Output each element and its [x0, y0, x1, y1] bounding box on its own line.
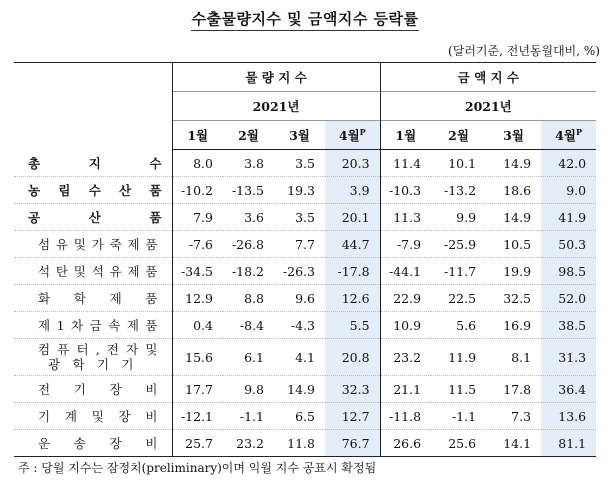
- cell: 44.7: [325, 231, 380, 258]
- unit-note: (달러기준, 전년동월대비, %): [448, 44, 600, 58]
- cell: 8.8: [223, 285, 274, 312]
- cell: -44.1: [380, 258, 431, 285]
- table-row: [14, 376, 596, 403]
- cell: 17.7: [172, 376, 223, 403]
- cell: 15.6: [172, 339, 223, 376]
- index-table: [14, 62, 596, 457]
- table-row: [14, 204, 596, 231]
- cell: 3.6: [223, 204, 274, 231]
- header-month-preliminary: 4월$^P$: [541, 121, 596, 150]
- cell: 12.6: [325, 285, 380, 312]
- cell: 5.6: [431, 312, 486, 339]
- row-label: 기 계 및 장 비: [14, 403, 172, 430]
- cell: 14.9: [486, 204, 541, 231]
- cell: 17.8: [486, 376, 541, 403]
- header-value: 금 액 지 수: [380, 63, 596, 92]
- table-row: [14, 231, 596, 258]
- cell: 9.9: [431, 204, 486, 231]
- table-row: [14, 150, 596, 177]
- cell: 81.1: [541, 430, 596, 457]
- header-year-volume: 2021년: [172, 92, 380, 121]
- page-title: 수출물량지수 및 금액지수 등락률: [0, 8, 610, 29]
- cell: -34.5: [172, 258, 223, 285]
- cell: -10.2: [172, 177, 223, 204]
- cell: -7.9: [380, 231, 431, 258]
- header-month: 2월: [431, 121, 486, 150]
- cell: 38.5: [541, 312, 596, 339]
- cell: 3.5: [274, 150, 325, 177]
- cell: 21.1: [380, 376, 431, 403]
- cell: 36.4: [541, 376, 596, 403]
- row-label: 농 림 수 산 품: [14, 177, 172, 204]
- cell: 19.9: [486, 258, 541, 285]
- cell: 0.4: [172, 312, 223, 339]
- header-month: 1월: [380, 121, 431, 150]
- cell: 50.3: [541, 231, 596, 258]
- cell: 23.2: [380, 339, 431, 376]
- cell: 11.4: [380, 150, 431, 177]
- row-label: 석 탄 및 석 유 제 품: [14, 258, 172, 285]
- cell: -25.9: [431, 231, 486, 258]
- table-row: [14, 177, 596, 204]
- cell: 7.7: [274, 231, 325, 258]
- cell: 9.6: [274, 285, 325, 312]
- cell: 25.7: [172, 430, 223, 457]
- cell: 14.9: [486, 150, 541, 177]
- row-label: 운 송 장 비: [14, 430, 172, 457]
- cell: 5.5: [325, 312, 380, 339]
- cell: -26.8: [223, 231, 274, 258]
- row-label-two-line: [14, 339, 172, 376]
- cell: 14.1: [486, 430, 541, 457]
- cell: -8.4: [223, 312, 274, 339]
- row-label: 컴 퓨 터 , 전 자 및: [38, 342, 158, 357]
- cell: -12.1: [172, 403, 223, 430]
- row-label: 섬 유 및 가 죽 제 품: [14, 231, 172, 258]
- cell: 23.2: [223, 430, 274, 457]
- cell: 20.1: [325, 204, 380, 231]
- cell: -1.1: [431, 403, 486, 430]
- table-row: [14, 312, 596, 339]
- cell: -10.3: [380, 177, 431, 204]
- table-row: [14, 258, 596, 285]
- header-volume: 물 량 지 수: [172, 63, 380, 92]
- cell: -11.7: [431, 258, 486, 285]
- cell: 14.9: [274, 376, 325, 403]
- cell: 41.9: [541, 204, 596, 231]
- cell: 8.1: [486, 339, 541, 376]
- table-row: [14, 285, 596, 312]
- cell: 12.7: [325, 403, 380, 430]
- cell: -13.5: [223, 177, 274, 204]
- header-row-group: [14, 63, 596, 92]
- cell: 3.5: [274, 204, 325, 231]
- cell: 42.0: [541, 150, 596, 177]
- cell: 9.8: [223, 376, 274, 403]
- cell: -17.8: [325, 258, 380, 285]
- cell: 32.3: [325, 376, 380, 403]
- cell: -18.2: [223, 258, 274, 285]
- cell: -1.1: [223, 403, 274, 430]
- cell: 19.3: [274, 177, 325, 204]
- cell: 76.7: [325, 430, 380, 457]
- cell: 22.9: [380, 285, 431, 312]
- cell: 13.6: [541, 403, 596, 430]
- row-label: 공 산 품: [14, 204, 172, 231]
- row-label-cont: 광 학 기 기: [48, 357, 134, 372]
- cell: 22.5: [431, 285, 486, 312]
- header-month: 1월: [172, 121, 223, 150]
- cell: 11.3: [380, 204, 431, 231]
- cell: 11.9: [431, 339, 486, 376]
- header-month: 3월: [274, 121, 325, 150]
- header-month-preliminary: 4월$^P$: [325, 121, 380, 150]
- cell: -11.8: [380, 403, 431, 430]
- cell: 12.9: [172, 285, 223, 312]
- cell: 25.6: [431, 430, 486, 457]
- cell: 7.3: [486, 403, 541, 430]
- cell: 11.8: [274, 430, 325, 457]
- cell: 20.3: [325, 150, 380, 177]
- cell: 10.5: [486, 231, 541, 258]
- table-row: [14, 403, 596, 430]
- cell: -26.3: [274, 258, 325, 285]
- cell: -13.2: [431, 177, 486, 204]
- cell: 7.9: [172, 204, 223, 231]
- header-blank: [14, 63, 172, 150]
- cell: 11.5: [431, 376, 486, 403]
- cell: 9.0: [541, 177, 596, 204]
- cell: 6.1: [223, 339, 274, 376]
- cell: 98.5: [541, 258, 596, 285]
- cell: 18.6: [486, 177, 541, 204]
- row-label: 전 기 장 비: [14, 376, 172, 403]
- row-label: 화 학 제 품: [14, 285, 172, 312]
- cell: -4.3: [274, 312, 325, 339]
- table-row: [14, 430, 596, 457]
- cell: 8.0: [172, 150, 223, 177]
- row-label: 제 1 차 금 속 제 품: [14, 312, 172, 339]
- cell: 4.1: [274, 339, 325, 376]
- header-year-value: 2021년: [380, 92, 596, 121]
- cell: 52.0: [541, 285, 596, 312]
- header-month: 2월: [223, 121, 274, 150]
- row-label: 총 지 수: [14, 150, 172, 177]
- cell: 3.8: [223, 150, 274, 177]
- cell: 20.8: [325, 339, 380, 376]
- cell: 32.5: [486, 285, 541, 312]
- cell: 26.6: [380, 430, 431, 457]
- cell: 6.5: [274, 403, 325, 430]
- header-month: 3월: [486, 121, 541, 150]
- table-row: [14, 339, 596, 376]
- cell: 10.9: [380, 312, 431, 339]
- cell: 16.9: [486, 312, 541, 339]
- cell: 3.9: [325, 177, 380, 204]
- cell: 10.1: [431, 150, 486, 177]
- cell: -7.6: [172, 231, 223, 258]
- cell: 31.3: [541, 339, 596, 376]
- footnote: 주 : 당월 지수는 잠정치(preliminary)이며 익월 지수 공표시 확정됨: [18, 461, 377, 475]
